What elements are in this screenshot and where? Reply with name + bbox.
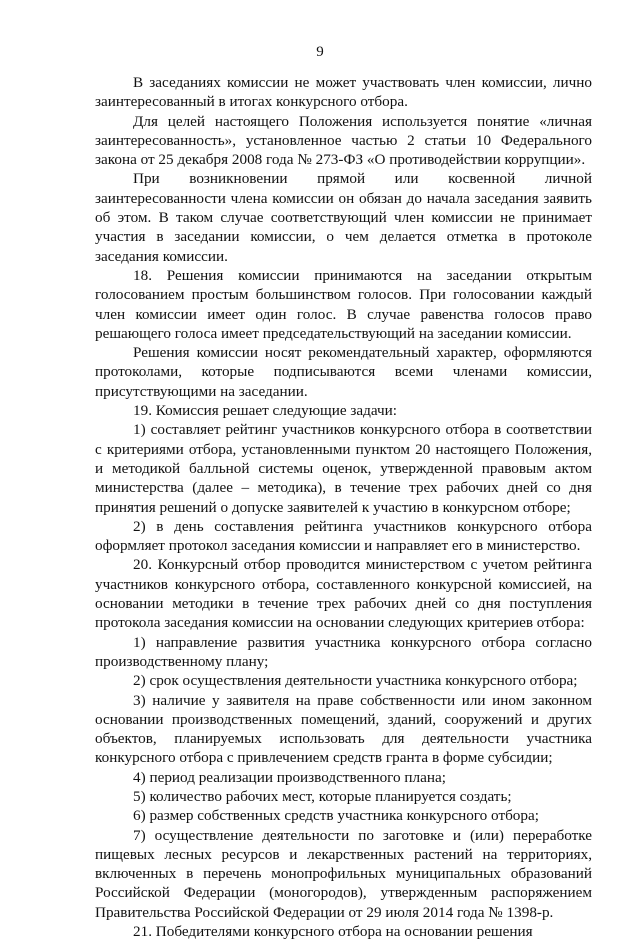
paragraph-19-item-1: 1) составляет рейтинг участников конкурсного отбора в соответствии с критериями отбора, установленными пунктом 20 настоящего Положения, и методикой балльной системы оценок, утвержденной правовым актом министерства (далее – методика), в течение трех рабочих дней со дня принятия решений о допуске заявителей к участию в конкурсном отборе; — [95, 421, 592, 516]
page-number: 9 — [316, 44, 324, 60]
paragraph-decisions-advisory: Решения комиссии носят рекомендательный характер, оформляются протоколами, которые подписываются всеми членами комиссии, присутствующими на заседании. — [95, 344, 592, 400]
paragraph-20-criterion-3: 3) наличие у заявителя на праве собственности или ином законном основании производственных помещений, зданий, сооружений и других объектов, планируемых использовать для деятельности участника конкурсного отбора с привлечением средств гранта в форме субсидии; — [95, 691, 592, 767]
paragraph-21-winners: 21. Победителями конкурсного отбора на основании решения — [133, 923, 533, 941]
paragraph-interested-member: В заседаниях комиссии не может участвовать член комиссии, лично заинтересованный в итогах конкурсного отбора. — [95, 74, 592, 111]
paragraph-20-criterion-1: 1) направление развития участника конкурсного отбора согласно производственному плану; — [95, 633, 592, 670]
document-body — [95, 73, 592, 941]
paragraph-18-voting: 18. Решения комиссии принимаются на заседании открытым голосованием простым большинством голосов. При голосовании каждый член комиссии имеет один голос. В случае равенства голосов право решающего голоса имеет председательствующий на заседании комиссии. — [95, 266, 592, 342]
paragraph-declare-interest: При возникновении прямой или косвенной личной заинтересованности члена комиссии он обязан до начала заседания заявить об этом. В таком случае соответствующий член комиссии не принимает участия в заседании комиссии, о чем делается отметка в протоколе заседания комиссии. — [95, 170, 592, 265]
paragraph-20-criterion-7: 7) осуществление деятельности по заготовке и (или) переработке пищевых лесных ресурсов и лекарственных растений на территориях, включенных в перечень монопрофильных муниципальных образований Российской Федерации (моногородов), утвержденным распоряжением Правительства Российской Федерации от 29 июля 2014 года № 1398-р. — [95, 826, 592, 921]
paragraph-20-criterion-5: 5) количество рабочих мест, которые планируется создать; — [133, 787, 512, 805]
paragraph-19-tasks: 19. Комиссия решает следующие задачи: — [133, 402, 398, 420]
paragraph-20-criterion-2: 2) срок осуществления деятельности участника конкурсного отбора; — [133, 672, 578, 690]
paragraph-19-item-2: 2) в день составления рейтинга участников конкурсного отбора оформляет протокол заседания комиссии и направляет его в министерство. — [95, 517, 592, 555]
paragraph-20-criterion-4: 4) период реализации производственного плана; — [133, 768, 446, 786]
paragraph-20-criterion-6: 6) размер собственных средств участника конкурсного отбора; — [133, 807, 539, 825]
paragraph-personal-interest-definition: Для целей настоящего Положения используется понятие «личная заинтересованность», установленное частью 2 статьи 10 Федерального закона от 25 декабря 2008 года № 273-ФЗ «О противодействии коррупции». — [95, 112, 592, 169]
paragraph-20-selection: 20. Конкурсный отбор проводится министерством с учетом рейтинга участников конкурсного отбора, составленного конкурсной комиссией, на основании методики в течение трех рабочих дней со дня поступления протокола заседания комиссии на основании следующих критериев отбора: — [95, 556, 592, 632]
